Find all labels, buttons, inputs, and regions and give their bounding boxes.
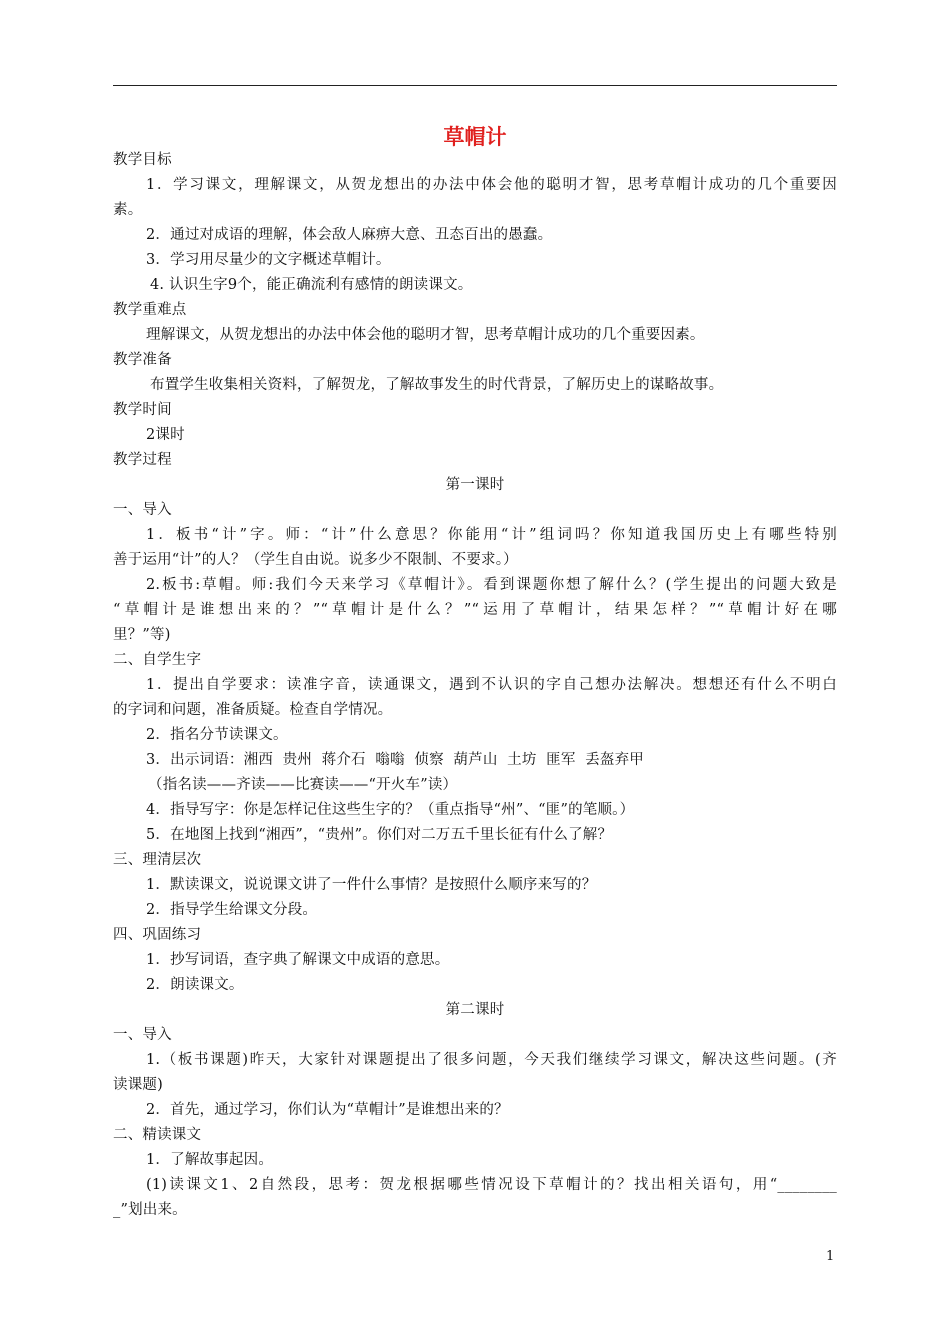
section-heading-preparation: 教学准备 (113, 352, 172, 368)
paragraph-line: 善于运用“计”的人？（学生自由说。说多少不限制、不要求。） (113, 552, 518, 568)
paragraph-line: 1．默读课文，说说课文讲了一件什么事情？是按照什么顺序来写的？ (146, 877, 597, 893)
paragraph-line: “草帽计是谁想出来的？”“草帽计是什么？”“运用了草帽计，结果怎样？”“草帽计好在哪 (113, 602, 837, 618)
paragraph-line: 1．板书“计”字。师：“计”什么意思？你能用“计”组词吗？你知道我国历史上有哪些特别 (146, 527, 837, 543)
paragraph-line: 1.（板书课题)昨天，大家针对课题提出了很多问题，今天我们继续学习课文，解决这些问题。(齐 (146, 1052, 837, 1068)
paragraph-line: _”划出来。 (113, 1202, 187, 1218)
page-number: 1 (826, 1249, 835, 1264)
paragraph-line: 3．出示词语：湘西 贵州 蒋介石 嗡嗡 侦察 葫芦山 土坊 匪军 丢盔弃甲 (146, 752, 644, 768)
section-heading-key-points: 教学重难点 (113, 302, 187, 318)
subsection-heading: 二、自学生字 (113, 652, 202, 668)
paragraph-line: (1)读课文1、2自然段，思考：贺龙根据哪些情况设下草帽计的？找出相关语句，用“________ (146, 1177, 837, 1193)
subsection-heading: 一、导入 (113, 502, 172, 518)
subsection-heading: 三、理清层次 (113, 852, 202, 868)
subsection-heading: 四、巩固练习 (113, 927, 202, 943)
section-heading-time: 教学时间 (113, 402, 172, 418)
paragraph-line: 3．学习用尽量少的文字概述草帽计。 (146, 252, 391, 268)
lesson-heading-first: 第一课时 (445, 477, 505, 493)
page-title: 草帽计 (443, 125, 507, 149)
header-rule (113, 85, 837, 86)
paragraph-line: 2．指名分节读课文。 (146, 727, 288, 743)
paragraph-line: 2．通过对成语的理解，体会敌人麻痹大意、丑态百出的愚蠢。 (146, 227, 553, 243)
paragraph-line: 布置学生收集相关资料，了解贺龙，了解故事发生的时代背景，了解历史上的谋略故事。 (150, 377, 724, 393)
paragraph-line: 2．指导学生给课文分段。 (146, 902, 318, 918)
paragraph-line: 1．提出自学要求：读准字音，读通课文，遇到不认识的字自己想办法解决。想想还有什么不明白 (146, 677, 837, 693)
paragraph-line: 5．在地图上找到“湘西”，“贵州”。你们对二万五千里长征有什么了解？ (146, 827, 613, 843)
lesson-heading-second: 第二课时 (445, 1002, 505, 1018)
section-heading-goals: 教学目标 (113, 152, 172, 168)
subsection-heading: 一、导入 (113, 1027, 172, 1043)
paragraph-line: 2.板书:草帽。师:我们今天来学习《草帽计》。看到课题你想了解什么？(学生提出的问题大致是 (146, 577, 837, 593)
paragraph-line: 1．了解故事起因。 (146, 1152, 274, 1168)
paragraph-line: 读课题) (113, 1077, 163, 1093)
paragraph-line: 1．学习课文，理解课文，从贺龙想出的办法中体会他的聪明才智，思考草帽计成功的几个重要因 (146, 177, 837, 193)
paragraph-line: 4. 认识生字9个，能正确流利有感情的朗读课文。 (150, 277, 473, 293)
paragraph-line: 2．首先，通过学习，你们认为“草帽计”是谁想出来的？ (146, 1102, 509, 1118)
paragraph-line: 4．指导写字：你是怎样记住这些生字的？（重点指导“州”、“匪”的笔顺。） (146, 802, 635, 818)
subsection-heading: 二、精读课文 (113, 1127, 202, 1143)
paragraph-line: 的字词和问题，准备质疑。检查自学情况。 (113, 702, 393, 718)
paragraph-line: 里？”等) (113, 627, 171, 643)
paragraph-line: 2课时 (146, 427, 185, 443)
paragraph-line: 2．朗读课文。 (146, 977, 244, 993)
section-heading-process: 教学过程 (113, 452, 172, 468)
paragraph-line: 素。 (113, 202, 143, 218)
paragraph-line: （指名读——齐读——比赛读——“开火车”读） (148, 777, 458, 793)
paragraph-line: 1．抄写词语，查字典了解课文中成语的意思。 (146, 952, 450, 968)
paragraph-line: 理解课文，从贺龙想出的办法中体会他的聪明才智，思考草帽计成功的几个重要因素。 (146, 327, 705, 343)
